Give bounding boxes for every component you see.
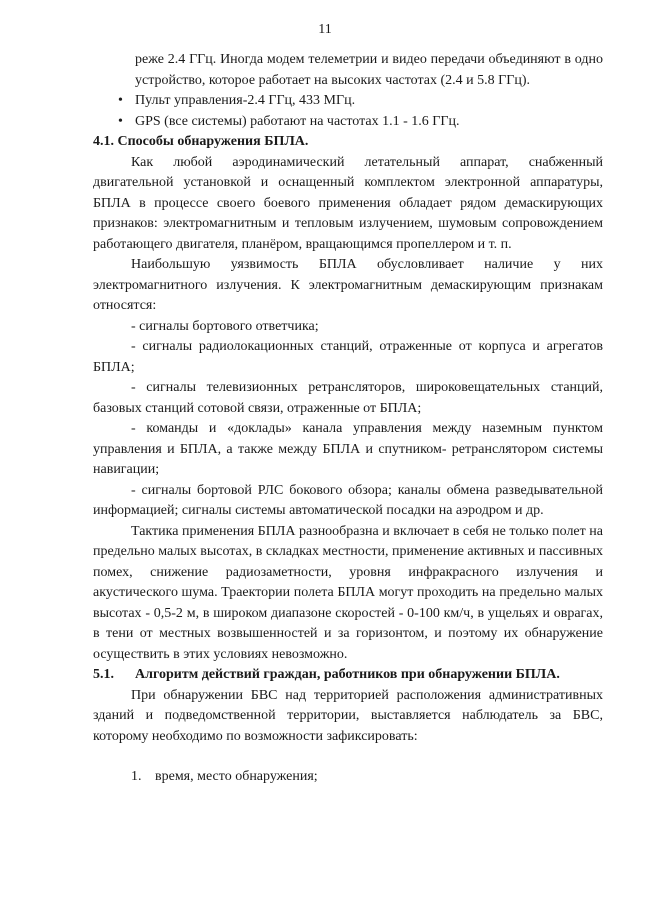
list-number: 1.	[131, 769, 142, 784]
dash-item: - сигналы бортового ответчика;	[131, 318, 319, 334]
dash-item: - сигналы бортовой РЛС бокового обзора; каналы обмена разведывательной информацией; сигналы системы автоматической посадки на аэродром и др.	[93, 482, 603, 518]
continuation-text: реже 2.4 ГГц. Иногда модем телеметрии и видео передачи объединяют в одно устройство, которое работает на высоких частотах (2.4 и 5.8 ГГц).	[135, 52, 603, 88]
section-title: Алгоритм действий граждан, работников при обнаружении БПЛА.	[135, 667, 560, 682]
paragraph: Тактика применения БПЛА разнообразна и включает в себя не только полет на предельно малых высотах, в складках местности, применение активных и пассивных помех, снижение радиозаметности, уровня инфракрасного излучения и акустического шума. Траектории полета БПЛА могут проходить на предельно малых высотах - 0,5-2 м, в широком диапазоне скоростей - 0-100 км/ч, в ущельях и оврагах, в тени от местных возвышенностей и за горизонтом, и поэтому их обнаружение осуществить в этих условиях невозможно.	[93, 523, 603, 662]
paragraph: Как любой аэродинамический летательный аппарат, снабженный двигательной установкой и оснащенный комплектом электронной аппаратуры, БПЛА в процессе своего боевого применения обладает рядом демаскирующих признаков: электромагнитным и тепловым излучением, шумовым сопровождением работающего двигателя, планёром, вращающимся пропеллером и т. п.	[93, 154, 603, 252]
numbered-list	[93, 767, 603, 788]
section-number: 5.1.	[93, 667, 114, 682]
list-text: время, место обнаружения;	[155, 769, 318, 784]
bullet-item: • GPS (все системы) работают на частотах 1.1 - 1.6 ГГц.	[93, 112, 603, 133]
section-heading-5-1	[93, 665, 603, 686]
page-number: 11	[318, 22, 332, 37]
dash-item: - сигналы радиолокационных станций, отраженные от корпуса и агрегатов БПЛА;	[93, 339, 603, 375]
bullet-item: • Пульт управления-2.4 ГГц, 433 МГц.	[93, 91, 603, 112]
dash-item: - сигналы телевизионных ретрансляторов, широковещательных станций, базовых станций сотовой связи, отраженные от БПЛА;	[93, 380, 603, 416]
paragraph: При обнаружении БВС над территорией расположения административных зданий и подведомственной территории, выставляется наблюдатель за БВС, которому необходимо по возможности зафиксировать:	[93, 687, 603, 744]
bullet-list	[93, 91, 603, 132]
section-heading-4-1: 4.1. Способы обнаружения БПЛА.	[93, 134, 309, 149]
numbered-list-item	[93, 767, 603, 788]
dash-item: - команды и «доклады» канала управления между наземным пунктом управления и БПЛА, а также между БПЛА и спутником- ретранслятором системы навигации;	[93, 421, 603, 477]
page-body	[93, 50, 603, 788]
paragraph: Наибольшую уязвимость БПЛА обусловливает наличие у них электромагнитного излучения. К электромагнитным демаскирующим признакам относятся:	[93, 257, 603, 313]
